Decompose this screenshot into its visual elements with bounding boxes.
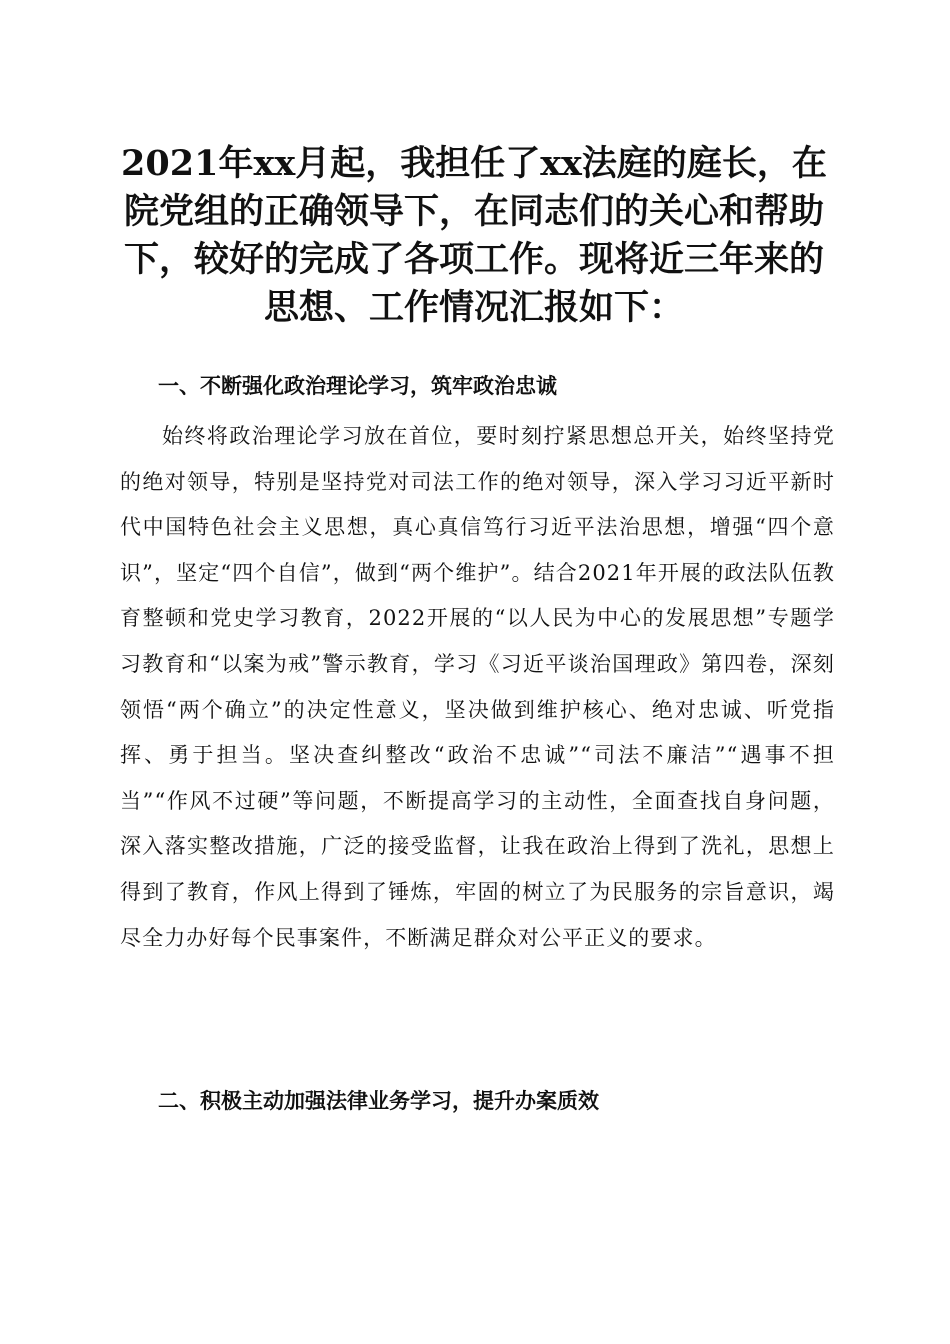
document-title: 2021年xx月起，我担任了xx法庭的庭长，在院党组的正确领导下，在同志们的关心和帮助下，较好的完成了各项工作。现将近三年来的思想、工作情况汇报如下： xyxy=(121,143,827,328)
section-1-paragraph: 始终将政治理论学习放在首位，要时刻拧紧思想总开关，始终坚持党的绝对领导，特别是坚持党对司法工作的绝对领导，深入学习习近平新时代中国特色社会主义思想，真心真信笃行习近平法治思想，增强“四个意识”，坚定“四个自信”，做到“两个维护”。结合2021年开展的政法队伍教育整顿和党史学习教育，2022开展的“以人民为中心的发展思想”专题学习教育和“以案为戒”警示教育，学习《习近平谈治国理政》第四卷，深刻领悟“两个确立”的决定性意义，坚决做到维护核心、绝对忠诚、听党指挥、勇于担当。坚决查纠整改“政治不忠诚”“司法不廉洁”“遇事不担当”“作风不过硬”等问题，不断提高学习的主动性，全面查找自身问题，深入落实整改措施，广泛的接受监督，让我在政治上得到了洗礼，思想上得到了教育，作风上得到了锤炼，牢固的树立了为民服务的宗旨意识，竭尽全力办好每个民事案件，不断满足群众对公平正义的要求。 xyxy=(120,424,835,950)
section-heading-2: 二、积极主动加强法律业务学习，提升办案质效 xyxy=(158,1089,599,1113)
section-heading-1: 一、不断强化政治理论学习，筑牢政治忠诚 xyxy=(158,374,557,398)
